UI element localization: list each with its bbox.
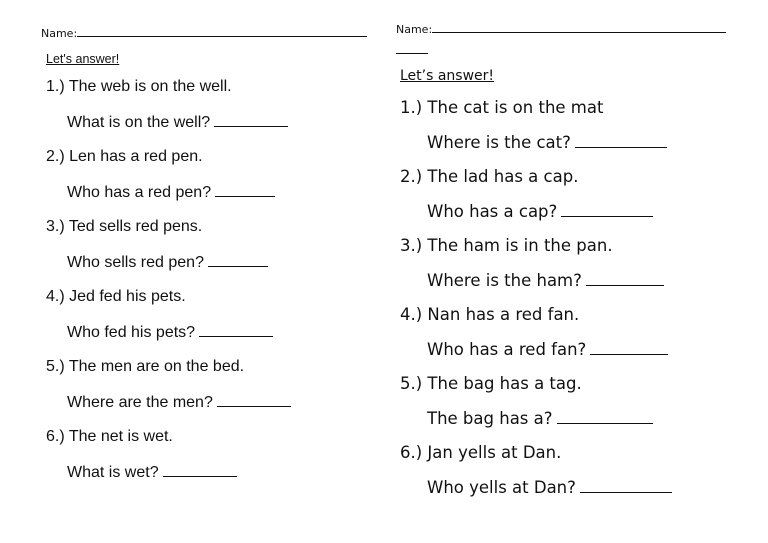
right-question-2-text: Who has a cap?: [427, 201, 558, 221]
right-answer-blank-6: [580, 478, 672, 493]
left-question-5-text: Where are the men?: [67, 394, 213, 411]
right-answer-blank-5: [557, 409, 653, 424]
right-answer-blank-1: [575, 133, 667, 148]
left-worksheet: [46, 52, 366, 497]
left-statement-2: 2.) Len has a red pen.: [46, 148, 203, 165]
left-statement-4: 4.) Jed fed his pets.: [46, 288, 186, 305]
right-statement-2: 2.) The lad has a cap.: [400, 167, 579, 186]
left-name-line: [41, 26, 367, 40]
left-question-5: [46, 392, 366, 427]
right-question-5-text: The bag has a?: [427, 408, 553, 428]
left-answer-blank-6: [163, 462, 237, 477]
right-statement-6: 6.) Jan yells at Dan.: [400, 443, 562, 462]
right-name-blank: [432, 22, 726, 33]
left-question-4: [46, 322, 366, 357]
left-statement-5: 5.) The men are on the bed.: [46, 358, 245, 375]
right-question-6-text: Who yells at Dan?: [427, 477, 576, 497]
right-question-4: [400, 339, 740, 374]
right-name-line: [396, 22, 726, 36]
right-answer-blank-4: [590, 340, 668, 355]
right-question-3: [400, 270, 740, 305]
right-question-4-text: Who has a red fan?: [427, 339, 587, 359]
left-statement-3: 3.) Ted sells red pens.: [46, 218, 203, 235]
left-question-2: [46, 182, 366, 217]
right-worksheet: [400, 68, 740, 511]
left-question-3-text: Who sells red pen?: [67, 254, 204, 271]
left-answer-blank-1: [214, 112, 288, 127]
left-answer-blank-5: [217, 392, 291, 407]
right-question-1-text: Where is the cat?: [427, 132, 571, 152]
left-name-label: Name:: [41, 27, 78, 40]
left-answer-blank-3: [208, 252, 268, 267]
left-statement-6: 6.) The net is wet.: [46, 428, 173, 445]
left-name-blank: [77, 26, 367, 37]
right-name-blank-wrap: [396, 43, 428, 54]
right-question-1: [400, 132, 740, 167]
right-question-6: [400, 477, 740, 512]
right-statement-1: 1.) The cat is on the mat: [400, 98, 604, 117]
left-question-3: [46, 252, 366, 287]
right-question-5: [400, 408, 740, 443]
right-heading: Let’s answer!: [400, 68, 495, 84]
left-question-6: [46, 462, 366, 497]
left-answer-blank-2: [215, 182, 275, 197]
right-question-2: [400, 201, 740, 236]
right-answer-blank-3: [586, 271, 664, 286]
left-question-4-text: Who fed his pets?: [67, 324, 196, 341]
left-question-2-text: Who has a red pen?: [67, 184, 212, 201]
right-name-label: Name:: [396, 23, 433, 36]
left-question-1: [46, 112, 366, 147]
left-statement-1: 1.) The web is on the well.: [46, 78, 232, 95]
right-statement-5: 5.) The bag has a tag.: [400, 374, 582, 393]
right-question-3-text: Where is the ham?: [427, 270, 582, 290]
left-question-6-text: What is wet?: [67, 464, 159, 481]
left-question-1-text: What is on the well?: [67, 114, 211, 131]
right-statement-3: 3.) The ham is in the pan.: [400, 236, 613, 255]
right-statement-4: 4.) Nan has a red fan.: [400, 305, 580, 324]
right-answer-blank-2: [561, 202, 653, 217]
left-heading: Let's answer!: [46, 52, 120, 66]
left-answer-blank-4: [199, 322, 273, 337]
